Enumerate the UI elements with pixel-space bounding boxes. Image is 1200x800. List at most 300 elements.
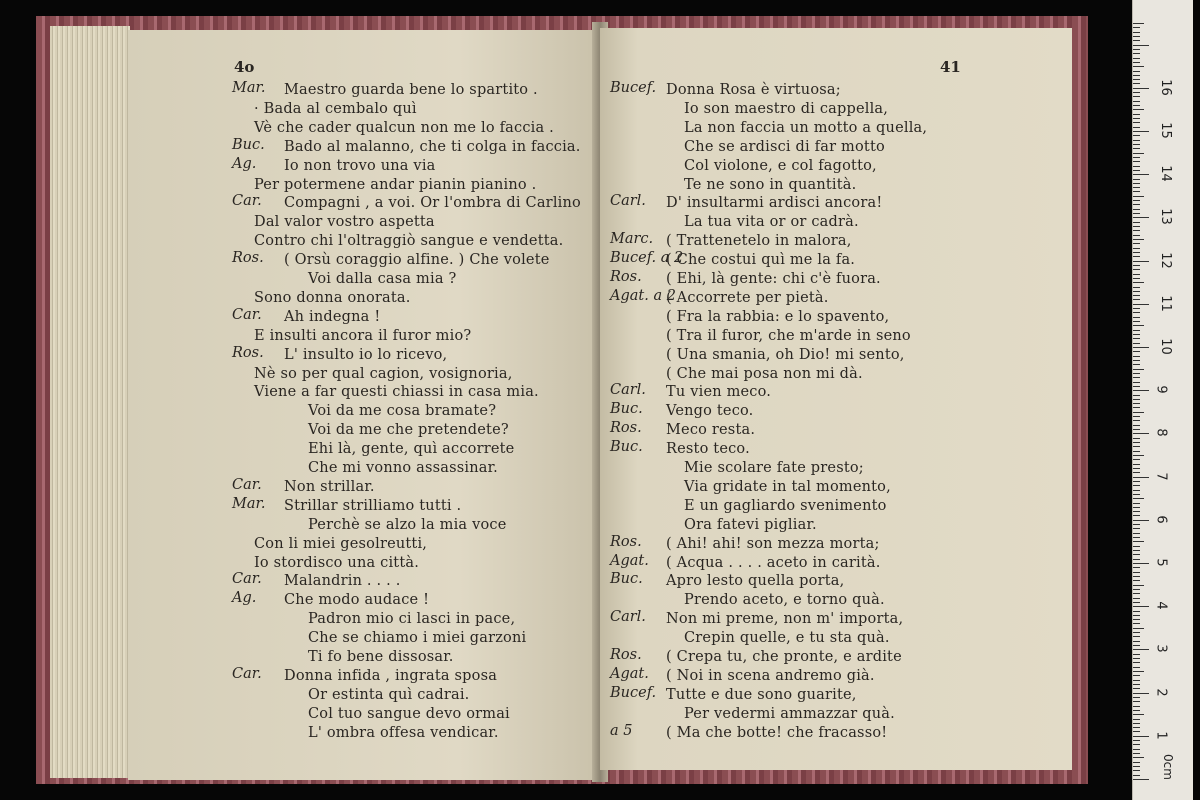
ruler-tick xyxy=(1133,101,1140,102)
verse-line: Che se ardisci di far motto xyxy=(684,138,885,155)
verse-line: Io stordisco una città. xyxy=(254,554,420,571)
ruler-tick xyxy=(1133,338,1140,339)
ruler-tick xyxy=(1133,762,1140,763)
ruler-tick xyxy=(1133,420,1140,421)
ruler-number: 4 xyxy=(1153,601,1169,610)
speaker-label: Agat. xyxy=(610,665,649,682)
speaker-label: Bucef. a 2 xyxy=(610,250,684,267)
ruler-tick xyxy=(1133,511,1140,512)
right-page-text xyxy=(600,28,1072,770)
verse-line: Voi dalla casa mia ? xyxy=(308,271,457,287)
ruler-tick xyxy=(1133,719,1140,720)
ruler-number: 7 xyxy=(1153,471,1169,481)
ruler-tick xyxy=(1133,325,1144,326)
ruler-tick xyxy=(1133,118,1140,119)
verse-line: Con li miei gesolreutti, xyxy=(254,535,428,552)
verse-line: ( Fra la rabbia: e lo spavento, xyxy=(666,308,890,325)
ruler-tick xyxy=(1133,330,1140,331)
verse-line: Tutte e due sono guarite, xyxy=(666,686,857,703)
ruler-tick xyxy=(1133,546,1140,547)
ruler-tick xyxy=(1133,770,1140,771)
ruler-tick xyxy=(1133,148,1140,149)
ruler-tick xyxy=(1133,395,1140,396)
ruler-tick xyxy=(1133,684,1140,685)
verse-line: Voi da me cosa bramate? xyxy=(308,403,497,420)
verse-line: Sono donna onorata. xyxy=(254,289,411,306)
ruler-tick xyxy=(1133,416,1140,417)
verse-line: ( Tra il furor, che m'arde in seno xyxy=(666,327,911,344)
ruler-tick xyxy=(1133,407,1140,408)
ruler-tick xyxy=(1133,399,1140,400)
ruler-tick xyxy=(1133,373,1140,374)
verse-line: Non mi preme, non m' importa, xyxy=(666,611,904,628)
ruler-tick xyxy=(1133,334,1140,335)
verse-line: Dal valor vostro aspetta xyxy=(254,214,435,231)
ruler-tick xyxy=(1133,105,1140,106)
ruler-tick xyxy=(1133,477,1149,478)
ruler-tick xyxy=(1133,451,1140,452)
ruler-number: 15 xyxy=(1157,122,1173,139)
verse-line: ( Orsù coraggio alfine. ) Che volete xyxy=(284,252,550,269)
ruler-tick xyxy=(1133,485,1140,486)
ruler-number: 9 xyxy=(1153,385,1169,394)
ruler-tick xyxy=(1133,62,1140,63)
ruler-number: 1 xyxy=(1153,731,1169,740)
ruler-tick xyxy=(1133,433,1149,434)
ruler-tick xyxy=(1133,58,1140,59)
ruler-tick xyxy=(1133,356,1140,357)
ruler-tick xyxy=(1133,658,1140,659)
ruler-tick xyxy=(1133,503,1140,504)
verse-line: Malandrin . . . . xyxy=(284,573,401,590)
ruler-tick xyxy=(1133,680,1140,681)
verse-line: L' insulto io lo ricevo, xyxy=(284,346,448,363)
ruler-tick xyxy=(1133,390,1149,391)
ruler-tick xyxy=(1133,559,1140,560)
speaker-label: Carl. xyxy=(610,193,646,210)
right-page xyxy=(600,28,1072,770)
ruler-tick xyxy=(1133,472,1140,473)
ruler-tick xyxy=(1133,727,1140,728)
speaker-label: Buc. xyxy=(610,439,643,456)
ruler-tick xyxy=(1133,576,1140,577)
ruler-tick xyxy=(1133,706,1140,707)
ruler-tick xyxy=(1133,654,1140,655)
verse-line: ( Ehi, là gente: chi c'è fuora. xyxy=(666,271,881,287)
ruler-tick xyxy=(1133,144,1140,145)
ruler-tick xyxy=(1133,222,1140,223)
ruler-tick xyxy=(1133,580,1140,581)
ruler-tick xyxy=(1133,753,1140,754)
ruler-tick xyxy=(1133,710,1140,711)
ruler-tick xyxy=(1133,641,1140,642)
verse-line: Per vedermi ammazzar quà. xyxy=(684,705,895,722)
verse-line: Perchè se alzo la mia voce xyxy=(308,516,507,533)
speaker-label: Ros. xyxy=(610,269,642,285)
ruler-tick xyxy=(1133,688,1140,689)
verse-line: · Bada al cembalo quì xyxy=(254,100,417,117)
ruler-tick xyxy=(1133,572,1140,573)
speaker-label: Car. xyxy=(232,476,262,493)
verse-line: Crepin quelle, e tu sta quà. xyxy=(684,630,890,647)
ruler-tick xyxy=(1133,209,1140,210)
ruler-tick xyxy=(1133,377,1140,378)
verse-line: Io non trovo una via xyxy=(284,157,436,174)
ruler-tick xyxy=(1133,153,1144,154)
ruler-tick xyxy=(1133,351,1140,352)
verse-line: Che mi vonno assassinar. xyxy=(308,460,498,476)
ruler-tick xyxy=(1133,541,1144,542)
verse-line: E un gagliardo svenimento xyxy=(684,497,887,514)
ruler-tick xyxy=(1133,183,1140,184)
ruler-tick xyxy=(1133,386,1140,387)
ruler-tick xyxy=(1133,343,1140,344)
ruler-tick xyxy=(1133,585,1144,586)
speaker-label: Ag. xyxy=(232,155,257,172)
ruler-tick xyxy=(1133,174,1149,175)
ruler-tick xyxy=(1133,645,1140,646)
verse-line: E insulti ancora il furor mio? xyxy=(254,327,472,344)
ruler-tick xyxy=(1133,606,1149,607)
ruler-number: 12 xyxy=(1157,251,1173,269)
ruler-tick xyxy=(1133,127,1140,128)
ruler-number: 16 xyxy=(1157,79,1173,96)
ruler-tick xyxy=(1133,602,1140,603)
ruler-tick xyxy=(1133,464,1140,465)
verse-line: ( Trattenetelo in malora, xyxy=(666,233,852,250)
ruler-tick xyxy=(1133,671,1144,672)
ruler-tick xyxy=(1133,317,1140,318)
ruler-tick xyxy=(1133,131,1149,132)
ruler-tick xyxy=(1133,287,1140,288)
ruler-tick xyxy=(1133,140,1140,141)
ruler-tick xyxy=(1133,714,1144,715)
ruler-tick xyxy=(1133,157,1140,158)
verse-line: La tua vita or or cadrà. xyxy=(684,214,859,231)
speaker-label: Ros. xyxy=(610,420,642,437)
ruler-tick xyxy=(1133,459,1140,460)
ruler-tick xyxy=(1133,321,1140,322)
ruler-tick xyxy=(1133,593,1140,594)
ruler-number: 3 xyxy=(1153,644,1169,654)
speaker-label: Car. xyxy=(232,665,262,682)
ruler-tick xyxy=(1133,524,1140,525)
ruler-tick xyxy=(1133,23,1144,24)
ruler-tick xyxy=(1133,619,1140,620)
ruler-tick xyxy=(1133,71,1140,72)
verse-line: Donna Rosa è virtuosa; xyxy=(666,82,841,98)
ruler-tick xyxy=(1133,675,1140,676)
verse-line: Col tuo sangue devo ormai xyxy=(308,705,510,722)
ruler-number: 6 xyxy=(1153,515,1169,524)
ruler-tick xyxy=(1133,79,1140,80)
ruler-tick xyxy=(1133,135,1140,136)
verse-line: Col violone, e col fagotto, xyxy=(684,157,877,174)
ruler-tick xyxy=(1133,274,1140,275)
ruler-tick xyxy=(1133,122,1140,123)
ruler-tick xyxy=(1133,239,1144,240)
ruler-tick xyxy=(1133,166,1140,167)
verse-line: Via gridate in tal momento, xyxy=(684,478,891,495)
ruler-tick xyxy=(1133,598,1140,599)
speaker-label: Mar. xyxy=(232,80,266,96)
ruler-number: 5 xyxy=(1153,558,1169,567)
verse-line: ( Acqua . . . . aceto in carità. xyxy=(666,554,881,571)
verse-line: Prendo aceto, e torno quà. xyxy=(684,592,885,609)
ruler-number: 13 xyxy=(1157,208,1173,226)
ruler-tick xyxy=(1133,701,1140,702)
verse-line: Maestro guarda bene lo spartito . xyxy=(284,82,538,98)
ruler-tick xyxy=(1133,299,1140,300)
verse-line: Donna infida , ingrata sposa xyxy=(284,667,498,684)
verse-line: Viene a far questi chiassi in casa mia. xyxy=(254,384,539,401)
left-page-text xyxy=(128,30,602,780)
page-number: 41 xyxy=(940,58,961,76)
ruler-tick xyxy=(1133,243,1140,244)
verse-line: Resto teco. xyxy=(666,441,750,458)
ruler-tick xyxy=(1133,628,1144,629)
speaker-label: Car. xyxy=(232,571,262,588)
ruler-tick xyxy=(1133,27,1140,28)
ruler-tick xyxy=(1133,92,1140,93)
ruler-tick xyxy=(1133,455,1144,456)
speaker-label: a 5 xyxy=(610,722,633,739)
ruler-tick xyxy=(1133,412,1144,413)
ruler-tick xyxy=(1133,187,1140,188)
speaker-label: Bucef. xyxy=(610,80,657,96)
ruler-tick xyxy=(1133,364,1140,365)
verse-line: ( Una smania, oh Dio! mi sento, xyxy=(666,346,905,363)
ruler-tick xyxy=(1133,49,1140,50)
ruler-tick xyxy=(1133,636,1140,637)
verse-line: Meco resta. xyxy=(666,422,756,439)
ruler-tick xyxy=(1133,667,1140,668)
left-page xyxy=(128,30,602,780)
ruler-tick xyxy=(1133,723,1140,724)
ruler-tick xyxy=(1133,515,1140,516)
speaker-label: Bucef. xyxy=(610,684,657,701)
ruler-tick xyxy=(1133,494,1140,495)
ruler-tick xyxy=(1133,269,1140,270)
speaker-label: Ag. xyxy=(232,590,257,607)
ruler-tick xyxy=(1133,403,1140,404)
ruler-tick xyxy=(1133,369,1144,370)
speaker-label: Car. xyxy=(232,306,262,323)
speaker-label: Car. xyxy=(232,193,262,210)
verse-line: Vengo teco. xyxy=(666,403,754,420)
ruler-tick xyxy=(1133,589,1140,590)
ruler-tick xyxy=(1133,196,1144,197)
ruler-tick xyxy=(1133,179,1140,180)
ruler-tick xyxy=(1133,507,1140,508)
ruler-tick xyxy=(1133,360,1140,361)
ruler-tick xyxy=(1133,632,1140,633)
ruler-tick xyxy=(1133,736,1149,737)
verse-line: ( Che costui quì me la fa. xyxy=(666,252,856,269)
verse-line: ( Ma che botte! che fracasso! xyxy=(666,724,888,741)
verse-line: Che modo audace ! xyxy=(284,592,430,609)
verse-line: Padron mio ci lasci in pace, xyxy=(308,611,516,628)
ruler-tick xyxy=(1133,312,1140,313)
speaker-label: Ros. xyxy=(232,250,264,267)
ruler-tick xyxy=(1133,308,1140,309)
ruler-tick xyxy=(1133,554,1140,555)
ruler-tick xyxy=(1133,109,1144,110)
verse-line: Mie scolare fate presto; xyxy=(684,460,864,476)
ruler-tick xyxy=(1133,731,1140,732)
ruler-tick xyxy=(1133,442,1140,443)
ruler-tick xyxy=(1133,563,1149,564)
verse-line: Ora fatevi pigliar. xyxy=(684,516,817,533)
speaker-label: Ros. xyxy=(610,533,642,550)
ruler-tick xyxy=(1133,66,1144,67)
verse-line: ( Noi in scena andremo già. xyxy=(666,667,875,684)
ruler-tick xyxy=(1133,611,1140,612)
ruler-tick xyxy=(1133,766,1140,767)
ruler-tick xyxy=(1133,347,1149,348)
verse-line: Contro chi l'oltraggiò sangue e vendetta. xyxy=(254,233,564,250)
speaker-label: Agat. a 2 xyxy=(610,287,676,304)
verse-line: Ehi là, gente, quì accorrete xyxy=(308,441,515,458)
ruler-tick xyxy=(1133,200,1140,201)
ruler-number: 11 xyxy=(1157,295,1173,312)
verse-line: Tu vien meco. xyxy=(666,384,772,401)
ruler-tick xyxy=(1133,779,1149,780)
ruler-tick xyxy=(1133,226,1140,227)
verse-line: Vè che cader qualcun non me lo faccia . xyxy=(254,119,554,136)
verse-line: ( Accorrete per pietà. xyxy=(666,289,829,306)
ruler-tick xyxy=(1133,45,1149,46)
speaker-label: Buc. xyxy=(232,136,265,153)
ruler-tick xyxy=(1133,96,1140,97)
verse-line: L' ombra offesa vendicar. xyxy=(308,724,499,741)
ruler-tick xyxy=(1133,662,1140,663)
speaker-label: Ros. xyxy=(232,344,264,361)
ruler-unit-label: 0cm xyxy=(1160,754,1175,780)
ruler-tick xyxy=(1133,282,1144,283)
ruler-tick xyxy=(1133,528,1140,529)
ruler-tick xyxy=(1133,32,1140,33)
ruler-tick xyxy=(1133,757,1144,758)
ruler-tick xyxy=(1133,261,1149,262)
ruler-tick xyxy=(1133,213,1140,214)
ruler-number: 10 xyxy=(1157,338,1173,355)
ruler-tick xyxy=(1133,697,1140,698)
verse-line: Voi da me che pretendete? xyxy=(308,422,509,439)
verse-line: Io son maestro di cappella, xyxy=(684,100,889,117)
verse-line: ( Che mai posa non mi dà. xyxy=(666,365,863,382)
ruler-tick xyxy=(1133,498,1144,499)
ruler-tick xyxy=(1133,520,1149,521)
speaker-label: Marc. xyxy=(610,231,654,248)
ruler-tick xyxy=(1133,740,1140,741)
ruler-tick xyxy=(1133,537,1140,538)
ruler-tick xyxy=(1133,217,1149,218)
page-number: 4o xyxy=(234,58,255,76)
verse-line: Strillar strilliamo tutti . xyxy=(284,497,462,514)
verse-line: Nè so per qual cagion, vosignoria, xyxy=(254,365,513,382)
ruler-tick xyxy=(1133,36,1140,37)
ruler-tick xyxy=(1133,429,1140,430)
ruler-tick xyxy=(1133,88,1149,89)
ruler-tick xyxy=(1133,83,1140,84)
speaker-label: Agat. xyxy=(610,552,649,569)
speaker-label: Mar. xyxy=(232,495,266,512)
verse-line: Ah indegna ! xyxy=(284,308,381,325)
ruler-tick xyxy=(1133,550,1140,551)
ruler-tick xyxy=(1133,744,1140,745)
ruler-tick xyxy=(1133,615,1140,616)
ruler-tick xyxy=(1133,693,1149,694)
verse-line: Compagni , a voi. Or l'ombra di Carlino xyxy=(284,195,581,212)
ruler-tick xyxy=(1133,235,1140,236)
ruler-tick xyxy=(1133,438,1140,439)
ruler-tick xyxy=(1133,204,1140,205)
ruler-tick xyxy=(1133,490,1140,491)
ruler-tick xyxy=(1133,291,1140,292)
verse-line: ( Crepa tu, che pronte, e ardite xyxy=(666,649,902,665)
verse-line: Non strillar. xyxy=(284,478,375,495)
ruler-tick xyxy=(1133,446,1140,447)
ruler-number: 8 xyxy=(1153,428,1169,438)
measuring-ruler xyxy=(1132,0,1193,800)
speaker-label: Ros. xyxy=(610,647,642,663)
ruler-tick xyxy=(1133,252,1140,253)
verse-line: La non faccia un motto a quella, xyxy=(684,119,928,136)
verse-line: Apro lesto quella porta, xyxy=(666,573,845,590)
ruler-tick xyxy=(1133,304,1149,305)
ruler-tick xyxy=(1133,248,1140,249)
ruler-tick xyxy=(1133,649,1149,650)
ruler-tick xyxy=(1133,256,1140,257)
ruler-tick xyxy=(1133,567,1140,568)
speaker-label: Buc. xyxy=(610,401,643,418)
ruler-tick xyxy=(1133,623,1140,624)
ruler-tick xyxy=(1133,53,1140,54)
ruler-tick xyxy=(1133,75,1140,76)
ruler-tick xyxy=(1133,278,1140,279)
verse-line: D' insultarmi ardisci ancora! xyxy=(666,195,883,212)
verse-line: Or estinta quì cadrai. xyxy=(308,686,470,703)
page-edges xyxy=(50,26,130,778)
ruler-tick xyxy=(1133,481,1140,482)
ruler-tick xyxy=(1133,468,1140,469)
ruler-tick xyxy=(1133,191,1140,192)
verse-line: Te ne sono in quantità. xyxy=(684,176,857,193)
ruler-number: 2 xyxy=(1153,687,1169,697)
speaker-label: Buc. xyxy=(610,571,643,588)
ruler-number: 14 xyxy=(1157,165,1173,182)
speaker-label: Carl. xyxy=(610,609,646,626)
speaker-label: Carl. xyxy=(610,382,646,399)
verse-line: ( Ahi! ahi! son mezza morta; xyxy=(666,535,880,552)
ruler-tick xyxy=(1133,775,1140,776)
ruler-tick xyxy=(1133,265,1140,266)
verse-line: Ti fo bene dissosar. xyxy=(308,649,454,665)
ruler-tick xyxy=(1133,749,1140,750)
verse-line: Bado al malanno, che ti colga in faccia. xyxy=(284,138,581,155)
ruler-tick xyxy=(1133,382,1140,383)
ruler-tick xyxy=(1133,170,1140,171)
ruler-tick xyxy=(1133,425,1140,426)
ruler-tick xyxy=(1133,161,1140,162)
ruler-tick xyxy=(1133,40,1140,41)
verse-line: Che se chiamo i miei garzoni xyxy=(308,630,527,647)
ruler-tick xyxy=(1133,533,1140,534)
ruler-tick xyxy=(1133,230,1140,231)
ruler-tick xyxy=(1133,295,1140,296)
verse-line: Per potermene andar pianin pianino . xyxy=(254,176,537,193)
